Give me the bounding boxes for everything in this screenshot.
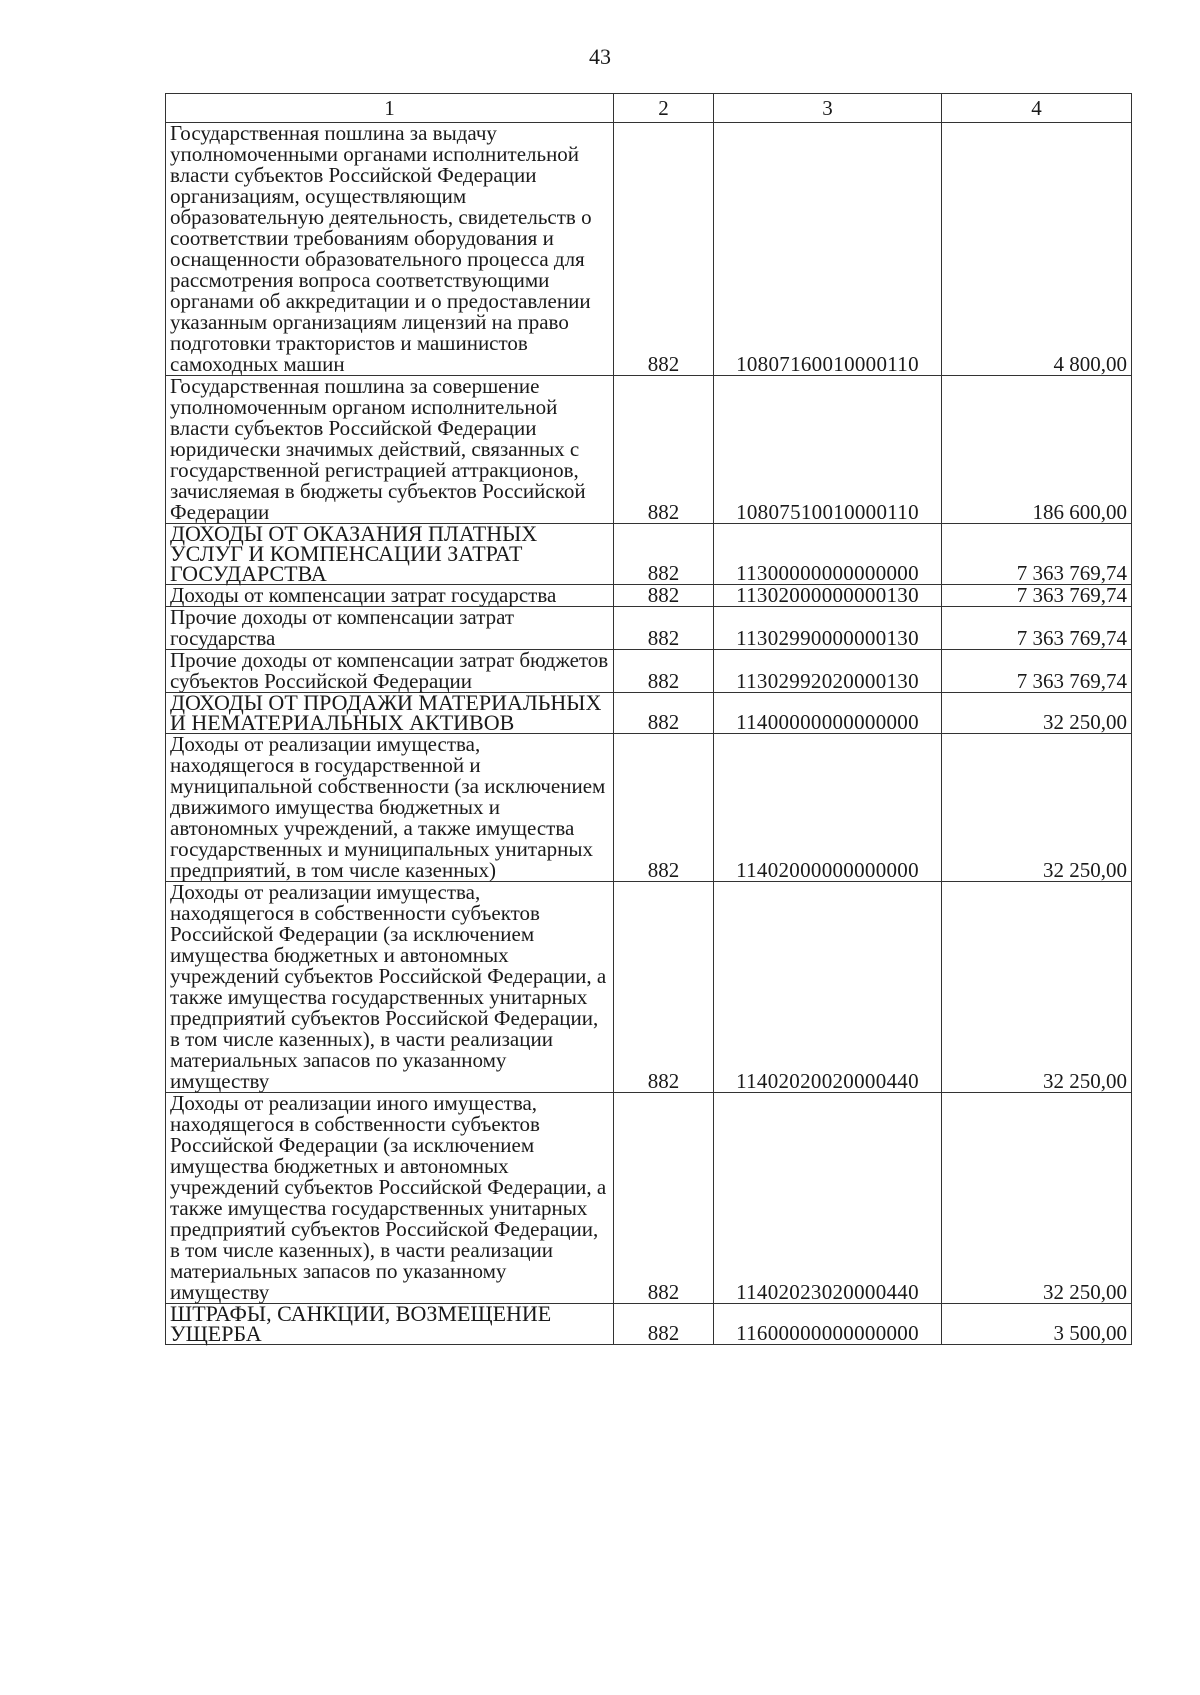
revenue-name: Государственная пошлина за совершение уполномоченным органом исполнительной власти субъектов Российской Федерации юридически значимых действий, связанных с государственной регистрацией аттракционов, зачисляемая в бюджеты субъектов Российской Федерации (166, 376, 614, 524)
amount: 3 500,00 (942, 1304, 1132, 1345)
amount: 7 363 769,74 (942, 607, 1132, 650)
amount: 32 250,00 (942, 1093, 1132, 1304)
revenue-name: Доходы от реализации имущества, находящегося в государственной и муниципальной собственности (за исключением движимого имущества бюджетных и автономных учреждений, а также имущества государственных и муниципальных унитарных предприятий, в том числе казенных) (166, 734, 614, 882)
amount: 186 600,00 (942, 376, 1132, 524)
column-header-2: 2 (614, 94, 714, 123)
amount: 4 800,00 (942, 123, 1132, 376)
admin-code: 882 (614, 650, 714, 693)
admin-code: 882 (614, 123, 714, 376)
budget-classification-code: 11302990000000130 (714, 607, 942, 650)
budget-classification-code: 11302000000000130 (714, 585, 942, 607)
admin-code: 882 (614, 693, 714, 734)
revenue-name: Прочие доходы от компенсации затрат бюджетов субъектов Российской Федерации (166, 650, 614, 693)
amount: 7 363 769,74 (942, 585, 1132, 607)
revenue-name: ДОХОДЫ ОТ ОКАЗАНИЯ ПЛАТНЫХ УСЛУГ И КОМПЕНСАЦИИ ЗАТРАТ ГОСУДАРСТВА (166, 524, 614, 585)
amount: 32 250,00 (942, 693, 1132, 734)
amount: 32 250,00 (942, 882, 1132, 1093)
table-row (166, 650, 1132, 693)
admin-code: 882 (614, 734, 714, 882)
table-row (166, 1304, 1132, 1345)
table-row (166, 882, 1132, 1093)
admin-code: 882 (614, 524, 714, 585)
budget-classification-code: 11402020020000440 (714, 882, 942, 1093)
table-row (166, 1093, 1132, 1304)
revenue-name: Государственная пошлина за выдачу уполномоченными органами исполнительной власти субъектов Российской Федерации организациям, осуществляющим образовательную деятельность, свидетельств о соответствии требованиям оборудования и оснащенности образовательного процесса для рассмотрения вопроса соответствующими органами об аккредитации и о предоставлении указанным организациям лицензий на право подготовки трактористов и машинистов самоходных машин (166, 123, 614, 376)
table-row (166, 734, 1132, 882)
budget-classification-code: 11300000000000000 (714, 524, 942, 585)
admin-code: 882 (614, 1093, 714, 1304)
table-row (166, 607, 1132, 650)
revenue-name: Доходы от реализации иного имущества, находящегося в собственности субъектов Российской Федерации (за исключением имущества бюджетных и автономных учреждений субъектов Российской Федерации, а также имущества государственных унитарных предприятий субъектов Российской Федерации, в том числе казенных), в части реализации материальных запасов по указанному имуществу (166, 1093, 614, 1304)
amount: 7 363 769,74 (942, 650, 1132, 693)
table-row (166, 524, 1132, 585)
admin-code: 882 (614, 376, 714, 524)
table-row (166, 376, 1132, 524)
budget-classification-code: 11402023020000440 (714, 1093, 942, 1304)
column-header-4: 4 (942, 94, 1132, 123)
admin-code: 882 (614, 882, 714, 1093)
revenue-name: Прочие доходы от компенсации затрат государства (166, 607, 614, 650)
admin-code: 882 (614, 607, 714, 650)
revenue-name: Доходы от реализации имущества, находящегося в собственности субъектов Российской Федерации (за исключением имущества бюджетных и автономных учреждений субъектов Российской Федерации, а также имущества государственных унитарных предприятий субъектов Российской Федерации, в том числе казенных), в части реализации материальных запасов по указанному имуществу (166, 882, 614, 1093)
budget-classification-code: 11600000000000000 (714, 1304, 942, 1345)
budget-classification-code: 10807510010000110 (714, 376, 942, 524)
page-number: 43 (589, 44, 611, 69)
amount: 32 250,00 (942, 734, 1132, 882)
amount: 7 363 769,74 (942, 524, 1132, 585)
table-row (166, 693, 1132, 734)
admin-code: 882 (614, 585, 714, 607)
budget-classification-code: 11302992020000130 (714, 650, 942, 693)
revenue-name: ДОХОДЫ ОТ ПРОДАЖИ МАТЕРИАЛЬНЫХ И НЕМАТЕРИАЛЬНЫХ АКТИВОВ (166, 693, 614, 734)
admin-code: 882 (614, 1304, 714, 1345)
table-header-row (166, 94, 1132, 123)
budget-classification-code: 11400000000000000 (714, 693, 942, 734)
table-row (166, 123, 1132, 376)
column-header-1: 1 (166, 94, 614, 123)
revenue-name: ШТРАФЫ, САНКЦИИ, ВОЗМЕЩЕНИЕ УЩЕРБА (166, 1304, 614, 1345)
budget-classification-code: 11402000000000000 (714, 734, 942, 882)
budget-classification-code: 10807160010000110 (714, 123, 942, 376)
table-row (166, 585, 1132, 607)
column-header-3: 3 (714, 94, 942, 123)
revenue-table (165, 93, 1132, 1345)
revenue-name: Доходы от компенсации затрат государства (166, 585, 614, 607)
